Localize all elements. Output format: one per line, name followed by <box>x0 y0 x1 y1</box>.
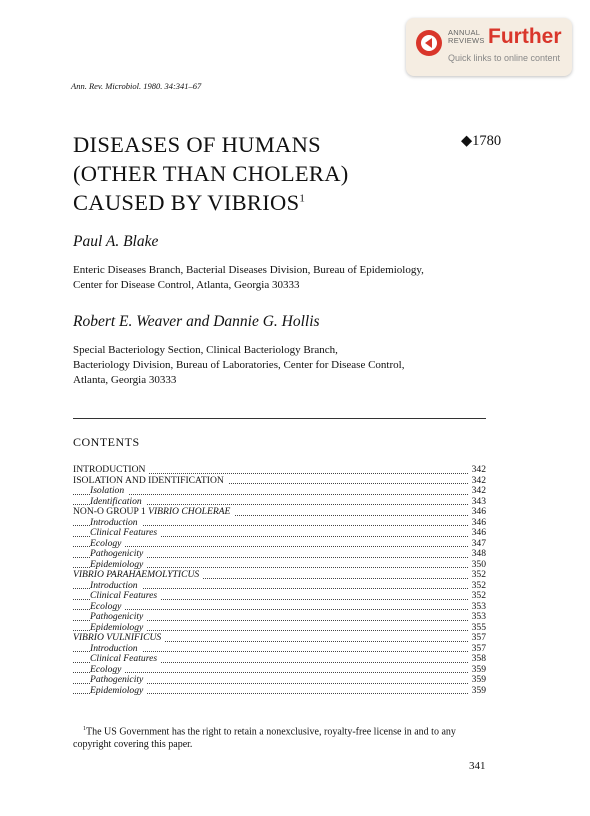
toc-entry-title: Clinical Features <box>90 591 161 602</box>
toc-page-number: 359 <box>468 686 486 697</box>
toc-entry-title: INTRODUCTION <box>73 465 149 476</box>
toc-page-number: 342 <box>468 486 486 497</box>
title-footnote-mark: 1 <box>299 192 306 205</box>
toc-page-number: 350 <box>468 560 486 571</box>
toc-entry-title: Identification <box>90 497 146 508</box>
annual-reviews-further-banner[interactable] <box>406 18 572 76</box>
contents-heading: CONTENTS <box>73 435 140 449</box>
reference-number: ◆1780 <box>461 133 502 149</box>
toc-entry-title: Pathogenicity <box>90 675 147 686</box>
title-line-2: (OTHER THAN CHOLERA) <box>73 161 349 186</box>
annual-reviews-label: ANNUAL REVIEWS <box>448 28 485 45</box>
toc-leader-dots <box>73 672 468 673</box>
toc-entry-title: Ecology <box>90 539 125 550</box>
toc-page-number: 359 <box>468 665 486 676</box>
toc-page-number: 342 <box>468 476 486 487</box>
toc-entry-title: Pathogenicity <box>90 612 147 623</box>
toc-entry <box>73 476 486 487</box>
toc-entry <box>73 654 486 665</box>
toc-entry-title: Clinical Features <box>90 528 161 539</box>
toc-entry-title: Ecology <box>90 602 125 613</box>
toc-entry-title: VIBRIO VULNIFICUS <box>73 633 165 644</box>
further-label: Further <box>488 25 562 48</box>
banner-subtitle: Quick links to online content <box>448 53 561 63</box>
toc-entry-title: VIBRIO PARAHAEMOLYTICUS <box>73 570 203 581</box>
toc-page-number: 343 <box>468 497 486 508</box>
title-line-3: CAUSED BY VIBRIOS <box>73 190 300 215</box>
toc-entry-title: Ecology <box>90 665 125 676</box>
footnote: $^1$The US Government has the right to retain a nonexclusive, royalty-free license in and to any copyright covering this paper. <box>73 726 456 751</box>
toc-entry-title: Epidemiology <box>90 560 147 571</box>
toc-page-number: 342 <box>468 465 486 476</box>
toc-entry <box>73 591 486 602</box>
affiliation-2: Special Bacteriology Section, Clinical Bacteriology Branch, Bacteriology Division, Bureau of Laboratories, Center for Disease Control, Atlanta, Georgia 30333 <box>73 344 405 386</box>
article-title <box>73 130 349 217</box>
journal-citation: Ann. Rev. Microbiol. 1980. 34:341–67 <box>71 81 202 91</box>
toc-entry-title: Pathogenicity <box>90 549 147 560</box>
toc-leader-dots <box>73 609 468 610</box>
toc-page-number: 355 <box>468 623 486 634</box>
toc-leader-dots <box>73 546 468 547</box>
toc-page-number: 357 <box>468 633 486 644</box>
toc-page-number: 353 <box>468 602 486 613</box>
toc-page-number: 346 <box>468 518 486 529</box>
toc-page-number: 353 <box>468 612 486 623</box>
toc-entry-title: Epidemiology <box>90 686 147 697</box>
toc-entry <box>73 686 486 697</box>
toc-page-number: 346 <box>468 528 486 539</box>
toc-entry-title: Introduction <box>90 581 142 592</box>
toc-page-number: 359 <box>468 675 486 686</box>
divider <box>73 418 486 419</box>
toc-page-number: 348 <box>468 549 486 560</box>
toc-entry-title: Epidemiology <box>90 623 147 634</box>
author-2: Robert E. Weaver and Dannie G. Hollis <box>73 313 320 330</box>
toc-entry-title: Introduction <box>90 518 142 529</box>
toc-page-number: 346 <box>468 507 486 518</box>
toc-leader-dots <box>73 494 468 495</box>
table-of-contents <box>73 465 486 696</box>
toc-page-number: 352 <box>468 570 486 581</box>
toc-entry-title: Clinical Features <box>90 654 161 665</box>
toc-entry-title: NON-O GROUP 1 VIBRIO CHOLERAE <box>73 507 234 518</box>
play-logo-icon <box>416 30 442 56</box>
author-1: Paul A. Blake <box>73 233 159 250</box>
toc-entry-title: ISOLATION AND IDENTIFICATION <box>73 476 228 487</box>
toc-page-number: 358 <box>468 654 486 665</box>
toc-page-number: 357 <box>468 644 486 655</box>
toc-entry-title: Isolation <box>90 486 128 497</box>
toc-page-number: 347 <box>468 539 486 550</box>
toc-page-number: 352 <box>468 591 486 602</box>
toc-page-number: 352 <box>468 581 486 592</box>
toc-entry-title: Introduction <box>90 644 142 655</box>
toc-entry <box>73 528 486 539</box>
title-line-1: DISEASES OF HUMANS <box>73 132 321 157</box>
page-number: 341 <box>469 760 486 772</box>
affiliation-1: Enteric Diseases Branch, Bacterial Diseases Division, Bureau of Epidemiology, Center for Disease Control, Atlanta, Georgia 30333 <box>73 264 424 291</box>
